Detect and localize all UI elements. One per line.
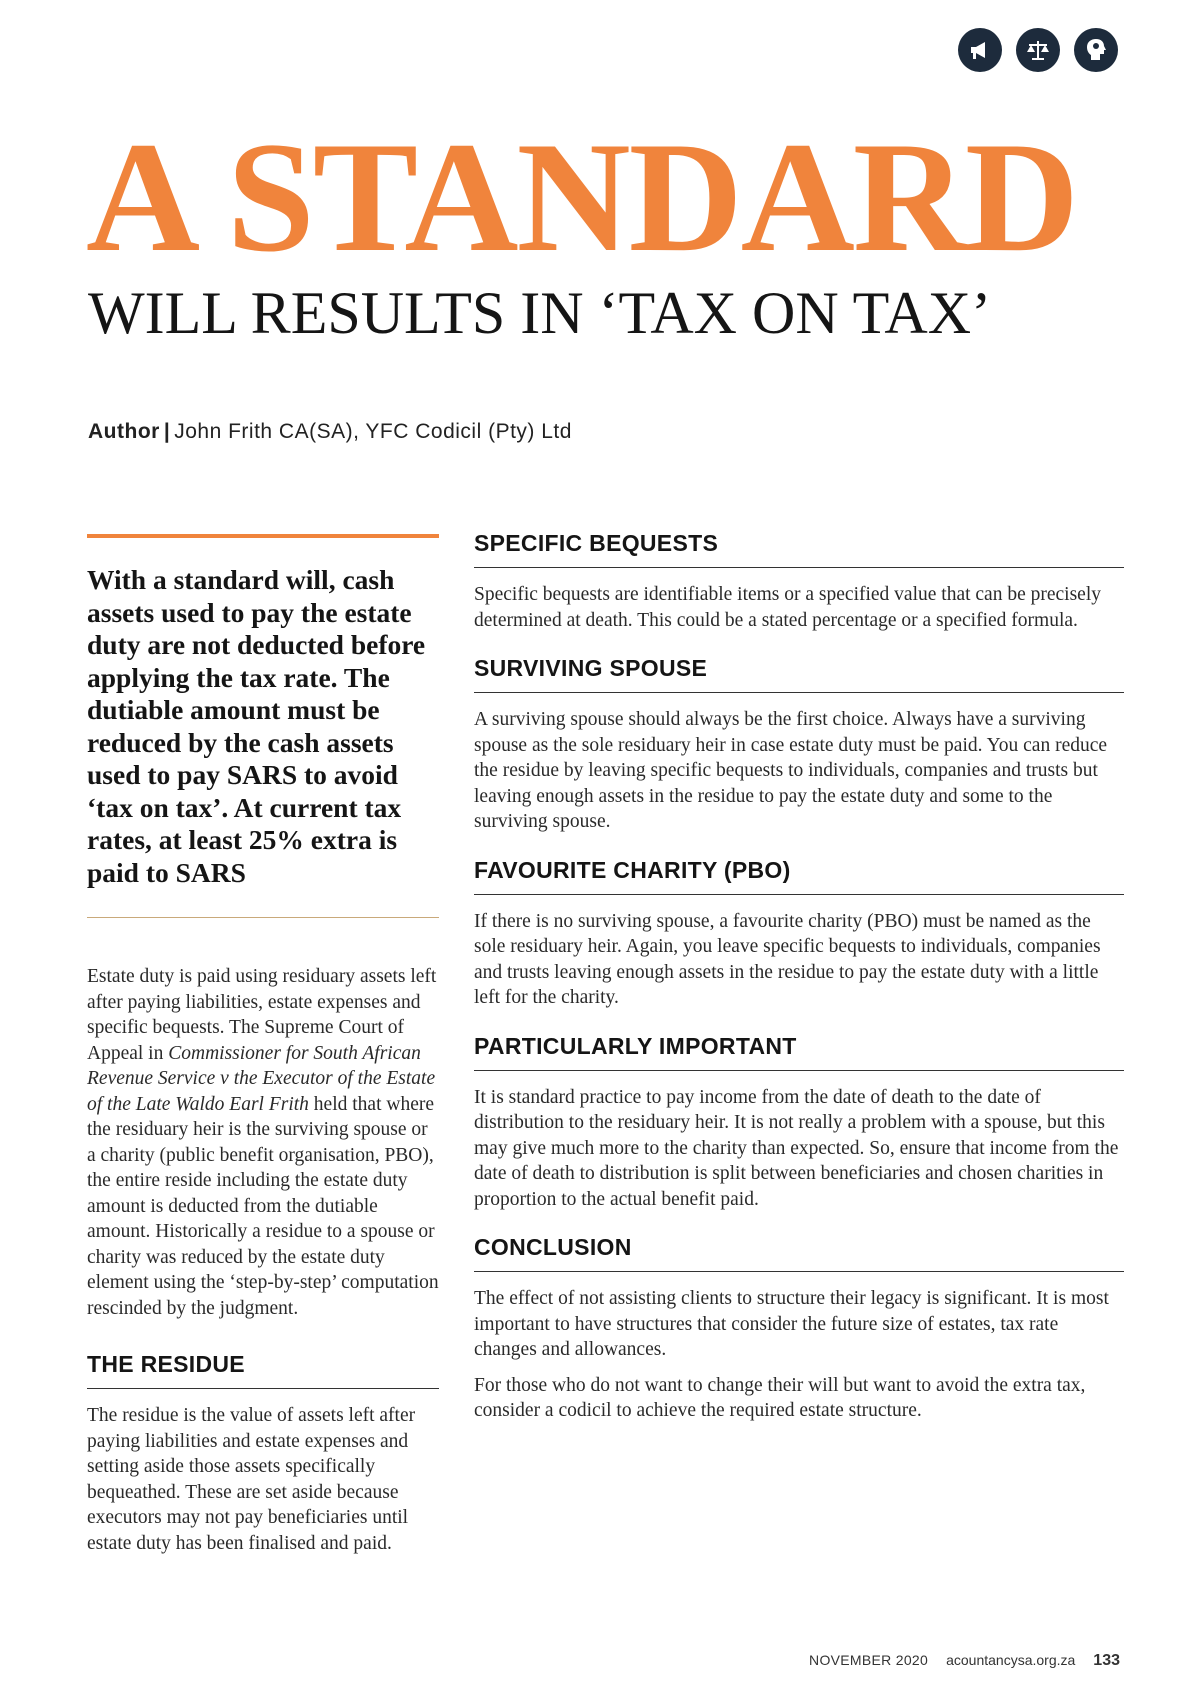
intro-paragraph — [87, 964, 439, 1321]
page-footer — [809, 1652, 1120, 1670]
residue-section — [87, 1351, 439, 1556]
scales-icon — [1016, 28, 1060, 72]
section-heading: FAVOURITE CHARITY (PBO) — [474, 857, 1124, 895]
headline-main: A STANDARD — [86, 110, 1078, 285]
author-name: John Frith CA(SA), YFC Codicil (Pty) Ltd — [174, 420, 572, 443]
section-heading: SURVIVING SPOUSE — [474, 655, 1124, 693]
megaphone-icon — [958, 28, 1002, 72]
website: acountancysa.org.za — [946, 1652, 1076, 1668]
section-heading: PARTICULARLY IMPORTANT — [474, 1033, 1124, 1071]
section-specific-bequests — [474, 530, 1124, 633]
pull-quote-bottom-rule — [87, 917, 439, 918]
section-surviving-spouse — [474, 655, 1124, 835]
section-heading: CONCLUSION — [474, 1234, 1124, 1272]
right-column — [474, 530, 1124, 1446]
author-line — [88, 420, 572, 444]
section-particularly-important — [474, 1033, 1124, 1213]
section-conclusion — [474, 1234, 1124, 1424]
section-paragraph: Specific bequests are identifiable items or a specified value that can be precisely determined at death. This could be a stated percentage or a specified formula. — [474, 584, 1101, 631]
issue-date: NOVEMBER 2020 — [809, 1652, 929, 1668]
author-label: Author — [88, 420, 160, 443]
section-paragraph: If there is no surviving spouse, a favourite charity (PBO) must be named as the sole residuary heir. Again, you leave specific bequests to individuals, companies and trusts leaving enough assets in the residue to pay the estate duty with a little left for the charity. — [474, 910, 1101, 1008]
section-heading: THE RESIDUE — [87, 1351, 439, 1389]
section-paragraph: For those who do not want to change their will but want to avoid the extra tax, consider a codicil to achieve the required estate structure. — [474, 1374, 1086, 1421]
section-heading: SPECIFIC BEQUESTS — [474, 530, 1124, 568]
section-paragraph: It is standard practice to pay income from the date of death to the date of distribution to the residuary heir. It is not really a problem with a spouse, but this may give much more to the charity than expected. So, ensure that income from the date of death to distribution is split between beneficiaries and chosen charities in proportion to the actual benefit paid. — [474, 1086, 1119, 1210]
left-column — [87, 534, 439, 1556]
case-name: Commissioner for South African Revenue Service v the Executor of the Estate of the Late Waldo Earl Frith — [87, 1042, 436, 1115]
page-number: 133 — [1093, 1652, 1120, 1669]
intro-text-after: held that where the residuary heir is the surviving spouse or a charity (public benefit organisation, PBO), the entire reside including the estate duty amount is deducted from the dutiable amount. Historically a residue to a spouse or charity was reduced by the estate duty element using the ‘step-by-step’ computation rescinded by the judgment. — [87, 1093, 439, 1319]
pull-quote-top-rule — [87, 534, 439, 538]
intro-text-before: Estate duty is paid using residuary assets left after paying liabilities, estate expenses and specific bequests. The Supreme Court of Appeal in — [87, 966, 437, 1064]
section-paragraph: A surviving spouse should always be the first choice. Always have a surviving spouse as the sole residuary heir in case estate duty must be paid. You can reduce the residue by leaving specific bequests to individuals, companies and trusts but leaving enough assets in the residue to pay the estate duty and some to the surviving spouse. — [474, 709, 1108, 832]
headline-sub: WILL RESULTS IN ‘TAX ON TAX’ — [88, 280, 992, 346]
head-gear-icon — [1074, 28, 1118, 72]
author-separator: | — [163, 420, 171, 443]
residue-paragraph: The residue is the value of assets left after paying liabilities and estate expenses and setting aside those assets specifically bequeathed. These are set aside because executors may not pay beneficiaries until estate duty has been finalised and paid. — [87, 1405, 416, 1554]
section-favourite-charity — [474, 857, 1124, 1011]
pull-quote: With a standard will, cash assets used to pay the estate duty are not deducted before applying the tax rate. The dutiable amount must be reduced by the cash assets used to pay SARS to avoid ‘tax on tax’. At current tax rates, at least 25% extra is paid to SARS — [87, 564, 426, 888]
header-icons — [958, 28, 1118, 72]
section-paragraph: The effect of not assisting clients to structure their legacy is significant. It is most important to have structures that consider the future size of estates, tax rate changes and allowances. — [474, 1288, 1109, 1360]
